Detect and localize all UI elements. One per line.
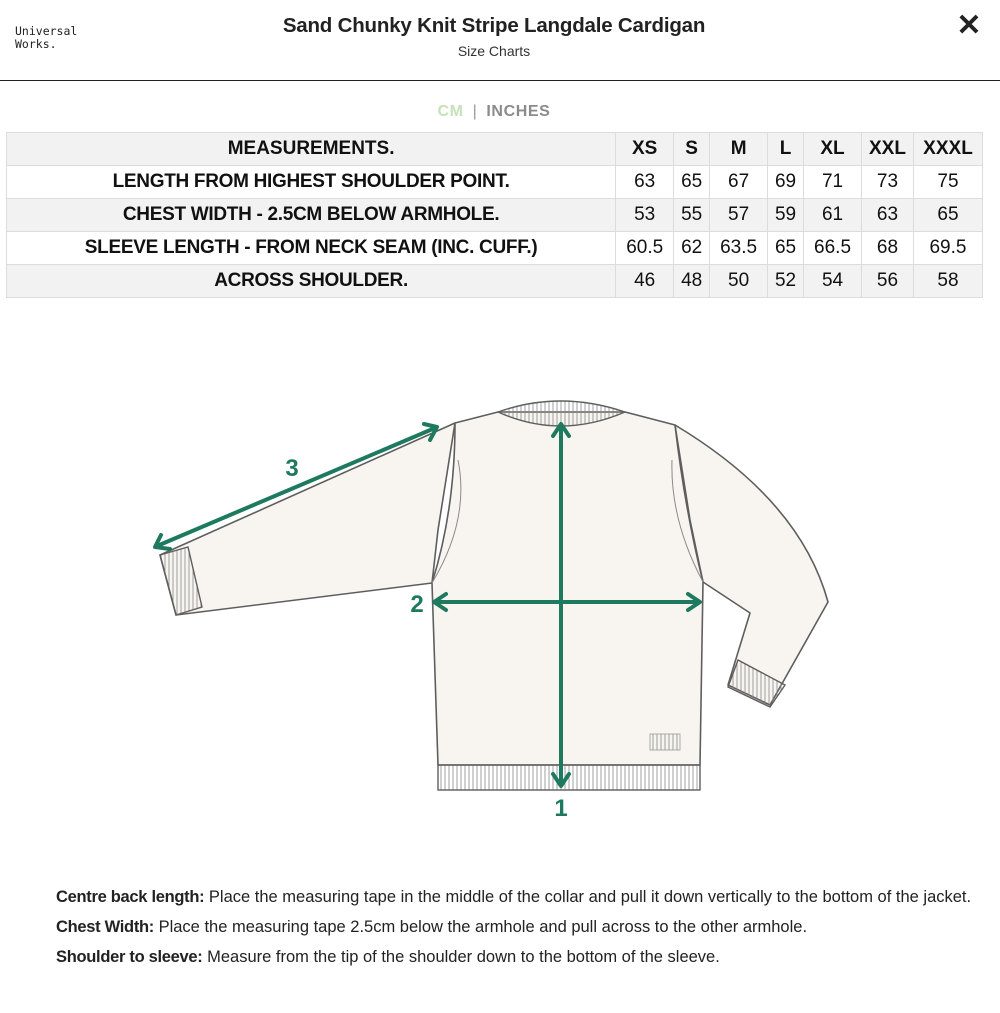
instruction-chest-width [56, 912, 986, 942]
table-cell: 56 [862, 265, 914, 298]
table-cell: 65 [768, 232, 804, 265]
left-sleeve [160, 423, 455, 615]
unit-inches-button[interactable]: INCHES [486, 103, 551, 120]
marker-1: 1 [554, 795, 568, 822]
header-size-xxl: XXL [862, 133, 914, 166]
table-cell: 48 [674, 265, 710, 298]
table-cell: 58 [913, 265, 982, 298]
table-cell: 62 [674, 232, 710, 265]
table-header-row [7, 133, 983, 166]
table-row [7, 166, 983, 199]
garment-label [650, 734, 680, 750]
instruction-text: Place the measuring tape 2.5cm below the armhole and pull across to the other armhole. [154, 918, 808, 936]
header-size-m: M [710, 133, 768, 166]
marker-2: 2 [410, 591, 424, 618]
table-cell: 55 [674, 199, 710, 232]
table-cell: 54 [804, 265, 862, 298]
table-cell: 73 [862, 166, 914, 199]
brand-line-2: Works. [15, 37, 57, 51]
header [0, 0, 1000, 81]
row-label: ACROSS SHOULDER. [7, 265, 616, 298]
table-row [7, 232, 983, 265]
table-cell: 63 [616, 166, 674, 199]
table-cell: 69.5 [913, 232, 982, 265]
row-label: LENGTH FROM HIGHEST SHOULDER POINT. [7, 166, 616, 199]
table-row [7, 199, 983, 232]
header-size-l: L [768, 133, 804, 166]
table-cell: 63.5 [710, 232, 768, 265]
row-label: CHEST WIDTH - 2.5CM BELOW ARMHOLE. [7, 199, 616, 232]
garment-diagram [0, 310, 1000, 850]
instruction-text: Measure from the tip of the shoulder down to the bottom of the sleeve. [202, 948, 720, 966]
instruction-label: Centre back length: [56, 888, 205, 906]
instruction-label: Chest Width: [56, 918, 154, 936]
table-cell: 65 [913, 199, 982, 232]
body [432, 412, 703, 765]
table-cell: 60.5 [616, 232, 674, 265]
header-size-xxxl: XXXL [913, 133, 982, 166]
row-label: SLEEVE LENGTH - FROM NECK SEAM (INC. CUFF.) [7, 232, 616, 265]
cardigan-illustration [160, 401, 828, 790]
unit-separator: | [472, 103, 478, 120]
size-table [6, 132, 983, 298]
marker-3: 3 [285, 455, 299, 482]
page-title: Sand Chunky Knit Stripe Langdale Cardigan [282, 14, 706, 37]
table-row [7, 265, 983, 298]
instruction-text: Place the measuring tape in the middle of the collar and pull it down vertically to the bottom of the jacket. [204, 888, 972, 906]
unit-cm-button[interactable]: CM [437, 103, 464, 120]
instruction-centre-back [56, 882, 986, 912]
header-size-xs: XS [616, 133, 674, 166]
instruction-shoulder-sleeve [56, 942, 986, 972]
header-size-xl: XL [804, 133, 862, 166]
table-cell: 67 [710, 166, 768, 199]
brand-line-1: Universal [15, 24, 78, 38]
table-cell: 66.5 [804, 232, 862, 265]
table-cell: 59 [768, 199, 804, 232]
instruction-label: Shoulder to sleeve: [56, 948, 203, 966]
table-cell: 52 [768, 265, 804, 298]
table-cell: 71 [804, 166, 862, 199]
table-cell: 61 [804, 199, 862, 232]
table-cell: 46 [616, 265, 674, 298]
unit-toggle [0, 103, 988, 121]
table-cell: 68 [862, 232, 914, 265]
close-icon[interactable]: ✕ [956, 9, 982, 42]
measurement-instructions [56, 882, 986, 972]
header-measurements: MEASUREMENTS. [7, 133, 616, 166]
table-cell: 50 [710, 265, 768, 298]
header-size-s: S [674, 133, 710, 166]
table-cell: 63 [862, 199, 914, 232]
table-cell: 57 [710, 199, 768, 232]
table-cell: 75 [913, 166, 982, 199]
page-subtitle: Size Charts [457, 43, 531, 59]
table-cell: 53 [616, 199, 674, 232]
table-cell: 65 [674, 166, 710, 199]
table-cell: 69 [768, 166, 804, 199]
